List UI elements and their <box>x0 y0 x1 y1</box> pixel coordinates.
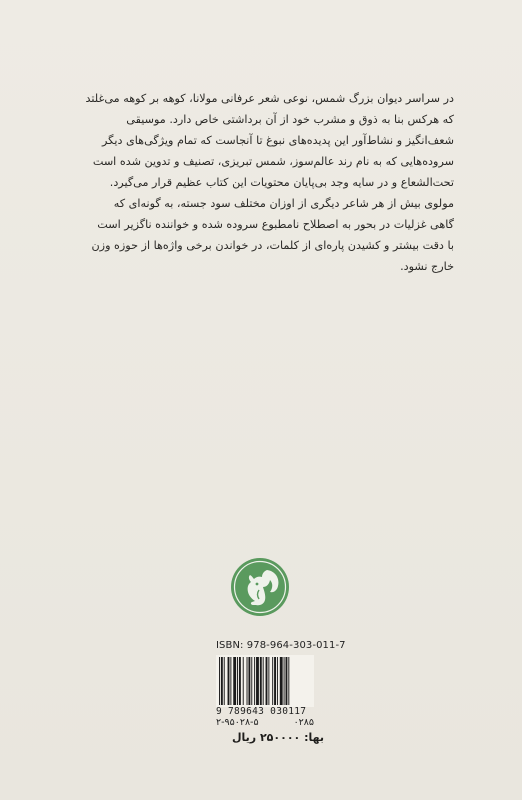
blurb-line: خارج نشود. <box>400 260 454 273</box>
catalog-code-line <box>216 717 314 728</box>
price-label: بها: ۲۵۰۰۰۰ ریال <box>232 731 325 744</box>
barcode-icon <box>216 655 314 707</box>
isbn-label: ISBN: 978-964-303-011-7 <box>216 640 346 651</box>
blurb-line: گاهی غزلیات در بحور به اصطلاح نامطبوع سروده شده و خواننده ناگزیر است <box>97 218 454 231</box>
blurb-line: در سراسر دیوان بزرگ شمس، نوعی شعر عرفانی مولانا، کوهه بر کوهه می‌غلتد <box>85 92 454 105</box>
blurb-line: که هرکس بنا به ذوق و مشرب خود از آن برداشتی خاص دارد. موسیقی <box>126 113 454 126</box>
blurb-line: مولوی بیش از هر شاعر دیگری از اوزان مختلف سود جسته، به گونه‌ای که <box>113 197 454 210</box>
barcode-digits: 9 789643 030117 <box>216 706 307 717</box>
blurb-line: تحت‌الشعاع و در سایه وجد بی‌پایان محتویات این کتاب عظیم قرار می‌گیرد. <box>109 176 454 189</box>
blurb-line: سروده‌هایی که به نام رند عالم‌سوز، شمس تبریزی، تصنیف و تدوین شده است <box>92 155 454 168</box>
blurb-line: شعف‌انگیز و نشاط‌آور این پدیده‌های نبوغ تا آنجاست که تمام ویژگی‌های دیگر <box>102 134 454 147</box>
catalog-code-right: ۰۲۸۵ <box>293 717 314 728</box>
blurb-paragraph <box>70 88 454 277</box>
catalog-code-left: ۲-۹۵۰۲۸-۵ <box>216 717 259 728</box>
squirrel-icon <box>229 556 291 618</box>
blurb-line: با دقت بیشتر و کشیدن پاره‌ای از کلمات، در خواندن برخی واژه‌ها از حوزه وزن <box>91 239 454 252</box>
